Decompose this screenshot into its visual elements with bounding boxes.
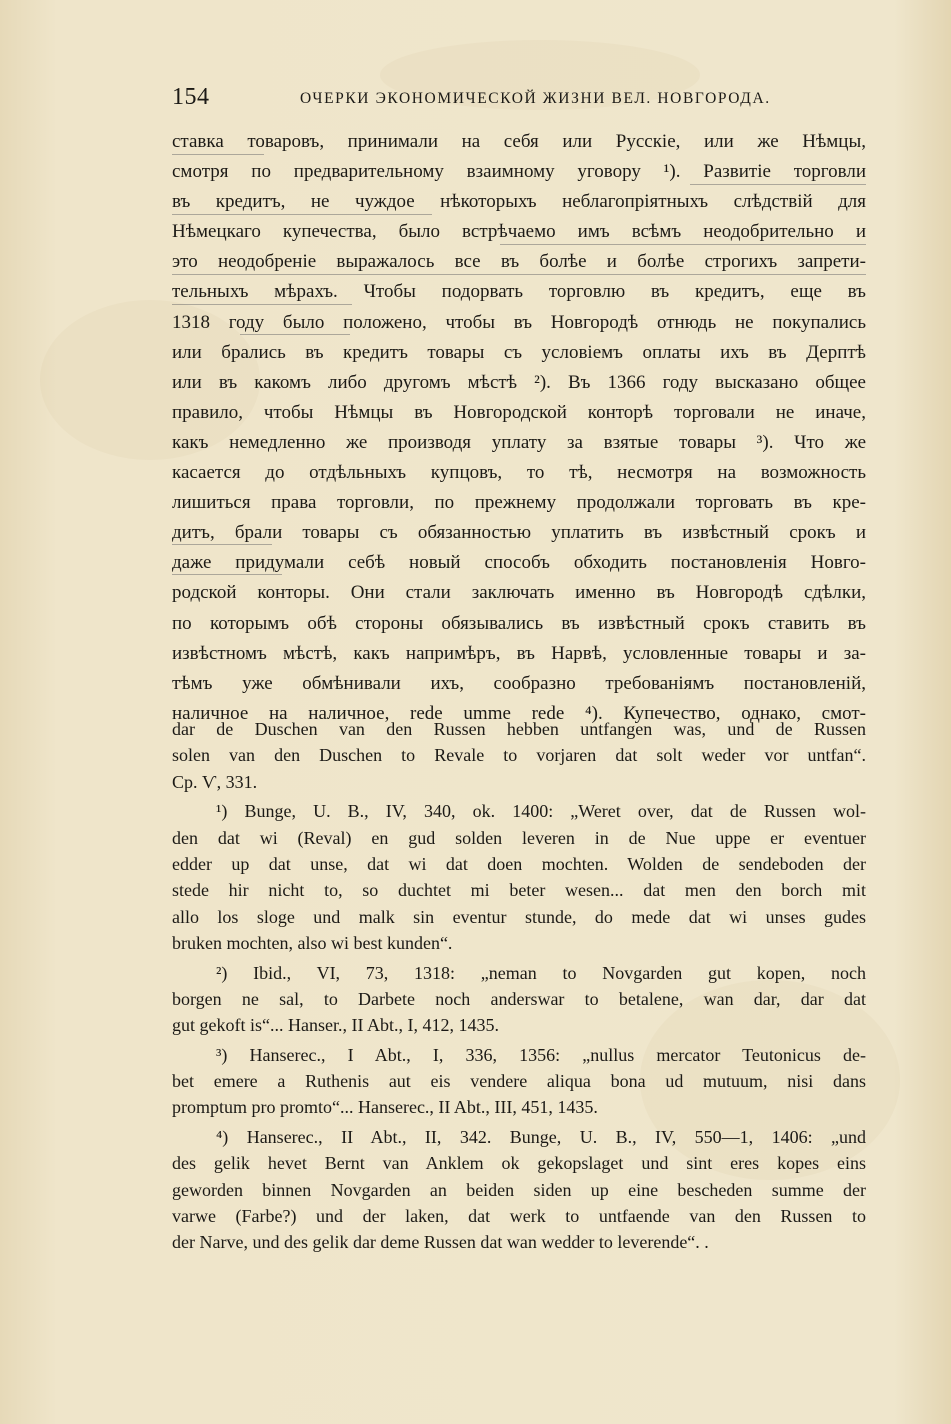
pencil-underline — [240, 334, 350, 335]
footnote-line: bet emere a Ruthenis aut eis vendere aliqua bona ud mutuum, nisi dans — [172, 1071, 866, 1092]
text-line: правило, чтобы Нѣмцы въ Новгородской конторѣ торговали не иначе, — [172, 401, 866, 423]
page-number: 154 — [172, 84, 210, 110]
text-line: даже придумали себѣ новый способъ обходить постановленія Новго- — [172, 552, 866, 574]
page-header — [172, 84, 872, 114]
text-line: или брались въ кредитъ товары съ условіемъ оплаты ихъ въ Дерптѣ — [172, 341, 866, 363]
footnote-line: ⁴) Hanserec., II Abt., II, 342. Bunge, U. B., IV, 550—1, 1406: „und — [216, 1126, 866, 1147]
running-title: ОЧЕРКИ ЭКОНОМИЧЕСКОЙ ЖИЗНИ ВЕЛ. НОВГОРОДА. — [300, 90, 771, 107]
text-line: 1318 году было положено, чтобы въ Новгородѣ отнюдь не покупались — [172, 311, 866, 333]
footnote-line: stede hir nicht to, so duchtet mi beter wesen... dat men den borch mit — [172, 880, 866, 901]
footnote-line: edder up dat unse, dat wi dat doen mochten. Wolden de sendeboden der — [172, 853, 866, 874]
footnote-line: geworden binnen Novgarden an beiden siden up eine bescheden summe der — [172, 1179, 866, 1200]
footnote-line: borgen ne sal, to Darbete noch anderswar to betalene, wan dar, dar dat — [172, 988, 866, 1009]
pencil-underline — [172, 544, 272, 545]
text-line: Нѣмецкаго купечества, было встрѣчаемо имъ всѣмъ неодобрительно и — [172, 221, 866, 243]
footnote-1 — [172, 798, 866, 956]
text-line: дитъ, брали товары съ обязанностью уплатить въ извѣстный срокъ и — [172, 522, 866, 544]
pencil-underline — [172, 274, 866, 275]
footnote-line: bruken mochten, also wi best kunden“. — [172, 933, 453, 954]
footnote-line: ³) Hanserec., I Abt., I, 336, 1356: „nullus mercator Teutonicus de- — [216, 1044, 866, 1065]
pencil-underline — [172, 304, 352, 305]
footnote-line: varwe (Farbe?) und der laken, dat werk to untfaende van den Russen to — [172, 1206, 866, 1227]
footnote-continuation — [172, 716, 866, 795]
footnote-line: ²) Ibid., VI, 73, 1318: „neman to Novgarden gut kopen, noch — [216, 962, 866, 983]
text-line: въ кредитъ, не чуждое нѣкоторыхъ неблагопріятныхъ слѣдствій для — [172, 191, 866, 213]
pencil-underline — [172, 214, 432, 215]
text-line: извѣстномъ мѣстѣ, какъ напримѣръ, въ Нарвѣ, условленные товары и за- — [172, 642, 866, 664]
footnote-line: allo los sloge und malk sin eventur stunde, do mede dat wi unses gudes — [172, 906, 866, 927]
text-line: касается до отдѣльныхъ купцовъ, то тѣ, несмотря на возможность — [172, 462, 866, 484]
text-line: лишиться права торговли, по прежнему продолжали торговать въ кре- — [172, 492, 866, 514]
pencil-underline — [500, 244, 866, 245]
footnote-line: den dat wi (Reval) en gud solden leveren in de Nue uppe er eventuer — [172, 827, 866, 848]
text-line: это неодобреніе выражалось все въ болѣе и болѣе строгихъ запрети- — [172, 251, 866, 273]
text-line: наличное на наличное, rede umme rede ⁴). Купечество, однако, смот- — [172, 702, 866, 724]
text-line: или въ какомъ либо другомъ мѣстѣ ²). Въ 1366 году высказано общее — [172, 371, 866, 393]
footnote-2 — [172, 960, 866, 1039]
footnote-line: der Narve, und des gelik dar deme Russen dat wan wedder to leverende“. . — [172, 1232, 709, 1253]
text-line: смотря по предварительному взаимному уговору ¹). Развитіе торговли — [172, 161, 866, 183]
footnote-line: promptum pro promto“... Hanserec., II Abt., III, 451, 1435. — [172, 1097, 598, 1118]
footnote-line: Ср. Ѵ, 331. — [172, 771, 258, 792]
footnotes — [172, 716, 866, 1256]
footnote-line: ¹) Bunge, U. B., IV, 340, ok. 1400: „Weret over, dat de Russen wol- — [216, 801, 866, 822]
footnote-line: dar de Duschen van den Russen hebben untfangen was, und de Russen — [172, 719, 866, 739]
footnote-4 — [172, 1124, 866, 1256]
text-line: тельныхъ мѣрахъ. Чтобы подорвать торговлю въ кредитъ, еще въ — [172, 281, 866, 303]
pencil-underline — [172, 154, 264, 155]
text-line: тѣмъ уже обмѣнивали ихъ, сообразно требованіямъ постановленій, — [172, 672, 866, 694]
pencil-underline — [690, 184, 866, 185]
footnote-line: solen van den Duschen to Revale to vorjaren dat solt weder vor untfan“. — [172, 745, 866, 766]
text-line: ставка товаровъ, принимали на себя или Русскіе, или же Нѣмцы, — [172, 131, 866, 152]
footnote-line: gut gekoft is“... Hanser., II Abt., I, 412, 1435. — [172, 1015, 499, 1036]
text-line: родской конторы. Они стали заключать именно въ Новгородѣ сдѣлки, — [172, 582, 866, 604]
main-text — [172, 127, 866, 729]
footnote-3 — [172, 1042, 866, 1121]
pencil-underline — [172, 574, 282, 575]
text-line: какъ немедленно же производя уплату за взятые товары ³). Что же — [172, 431, 866, 453]
text-line: по которымъ обѣ стороны обязывались въ извѣстный срокъ ставить въ — [172, 612, 866, 634]
footnote-line: des gelik hevet Bernt van Anklem ok gekopslaget und sint eres kopes eins — [172, 1153, 866, 1174]
